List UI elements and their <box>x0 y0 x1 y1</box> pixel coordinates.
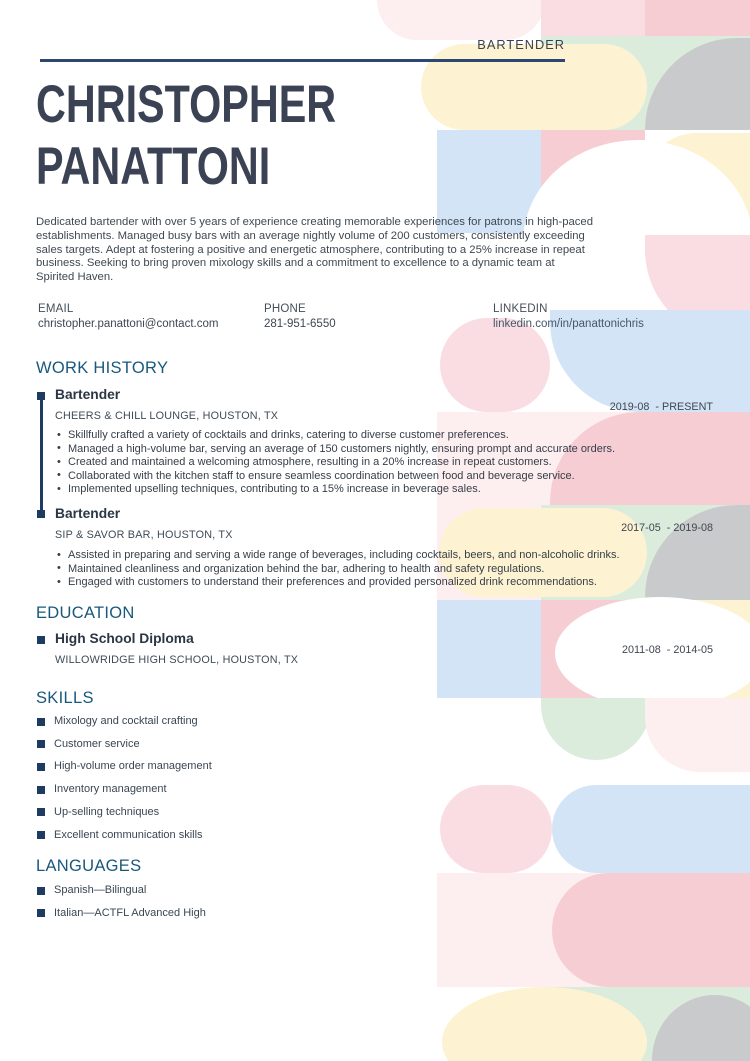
language-item <box>37 907 206 921</box>
candidate-first-name: CHRISTOPHER <box>36 75 337 134</box>
timeline-marker-icon <box>37 510 45 518</box>
job-bullet: • Collaborated with the kitchen staff to ensure seamless coordination between food and beverage service. <box>55 470 703 484</box>
skill-label: Up-selling techniques <box>54 805 160 818</box>
phone-label: PHONE <box>264 303 306 315</box>
job-bullet: • Engaged with customers to understand their preferences and provided personalized drink recommendations. <box>55 576 703 590</box>
job-bullet-list <box>55 549 703 590</box>
education-dates: 2011-08 - 2014-05 <box>621 644 713 656</box>
linkedin-label: LINKEDIN <box>493 303 548 315</box>
phone-value: 281-951-6550 <box>264 318 336 330</box>
section-title-work-history: WORK HISTORY <box>36 359 169 377</box>
degree-title: High School Diploma <box>55 631 194 646</box>
skills-list <box>37 715 212 851</box>
skill-item <box>37 829 212 843</box>
skill-label: Inventory management <box>54 783 167 796</box>
contact-linkedin <box>493 303 644 330</box>
header-rule <box>40 59 565 62</box>
role-label: BARTENDER <box>477 37 565 52</box>
square-bullet-icon <box>37 909 45 917</box>
skill-item <box>37 760 212 774</box>
email-label: EMAIL <box>38 303 74 315</box>
email-value: christopher.panattoni@contact.com <box>38 318 219 330</box>
education-marker-icon <box>37 636 45 644</box>
skill-item <box>37 715 212 729</box>
job-bullet-list <box>55 429 703 497</box>
skill-item <box>37 783 212 797</box>
job-bullet: • Skillfully crafted a variety of cocktails and drinks, catering to diverse customer preferences. <box>55 429 703 443</box>
job-title: Bartender <box>55 506 121 521</box>
square-bullet-icon <box>37 763 45 771</box>
job-company: SIP & SAVOR BAR, HOUSTON, TX <box>55 529 233 541</box>
section-title-education: EDUCATION <box>36 604 135 622</box>
timeline-marker-icon <box>37 392 45 400</box>
job-bullet: • Created and maintained a welcoming atmosphere, resulting in a 20% increase in repeat customers. <box>55 456 703 470</box>
job-bullet: • Implemented upselling techniques, contributing to a 15% increase in beverage sales. <box>55 483 703 497</box>
skill-label: Mixology and cocktail crafting <box>54 715 198 727</box>
skill-label: High-volume order management <box>54 760 212 773</box>
school-name: WILLOWRIDGE HIGH SCHOOL, HOUSTON, TX <box>55 654 299 666</box>
language-label: Italian—ACTFL Advanced High <box>54 906 206 919</box>
skill-label: Customer service <box>54 737 140 750</box>
square-bullet-icon <box>37 740 45 748</box>
timeline-line <box>40 396 43 514</box>
job-dates: 2019-08 - PRESENT <box>609 401 713 413</box>
square-bullet-icon <box>37 808 45 816</box>
skill-item <box>37 738 212 752</box>
summary-paragraph: Dedicated bartender with over 5 years of experience creating memorable experiences for patrons in high-paced establishments. Managed busy bars with an average nightly volume of 200 customers, consistently exceeding sales targets. Adept at fostering a positive and energetic atmosphere, contributing to a 25% increase in repeat business. Seeking to bring proven mixology skills and a commitment to excellence to a dynamic team at Spirited Haven. <box>36 216 593 284</box>
section-title-skills: SKILLS <box>36 689 94 707</box>
square-bullet-icon <box>37 831 45 839</box>
language-item <box>37 884 206 898</box>
job-bullet: • Managed a high-volume bar, serving an average of 150 customers nightly, ensuring prompt and accurate orders. <box>55 443 703 457</box>
candidate-last-name: PANATTONI <box>36 137 271 196</box>
linkedin-value: linkedin.com/in/panattonichris <box>493 318 644 330</box>
job-title: Bartender <box>55 387 121 402</box>
languages-list <box>37 884 206 929</box>
skill-item <box>37 806 212 820</box>
contact-email <box>38 303 218 330</box>
contact-phone <box>264 303 336 330</box>
square-bullet-icon <box>37 887 45 895</box>
job-bullet: • Maintained cleanliness and organization behind the bar, adhering to health and safety regulations. <box>55 563 703 577</box>
language-label: Spanish—Bilingual <box>54 884 147 896</box>
job-dates: 2017-05 - 2019-08 <box>621 522 713 534</box>
job-bullet: • Assisted in preparing and serving a wide range of beverages, including cocktails, beers, and non-alcoholic drinks. <box>55 549 703 563</box>
square-bullet-icon <box>37 718 45 726</box>
square-bullet-icon <box>37 786 45 794</box>
job-company: CHEERS & CHILL LOUNGE, HOUSTON, TX <box>55 410 279 422</box>
section-title-languages: LANGUAGES <box>36 857 142 875</box>
skill-label: Excellent communication skills <box>54 828 203 841</box>
candidate-name <box>36 74 336 198</box>
